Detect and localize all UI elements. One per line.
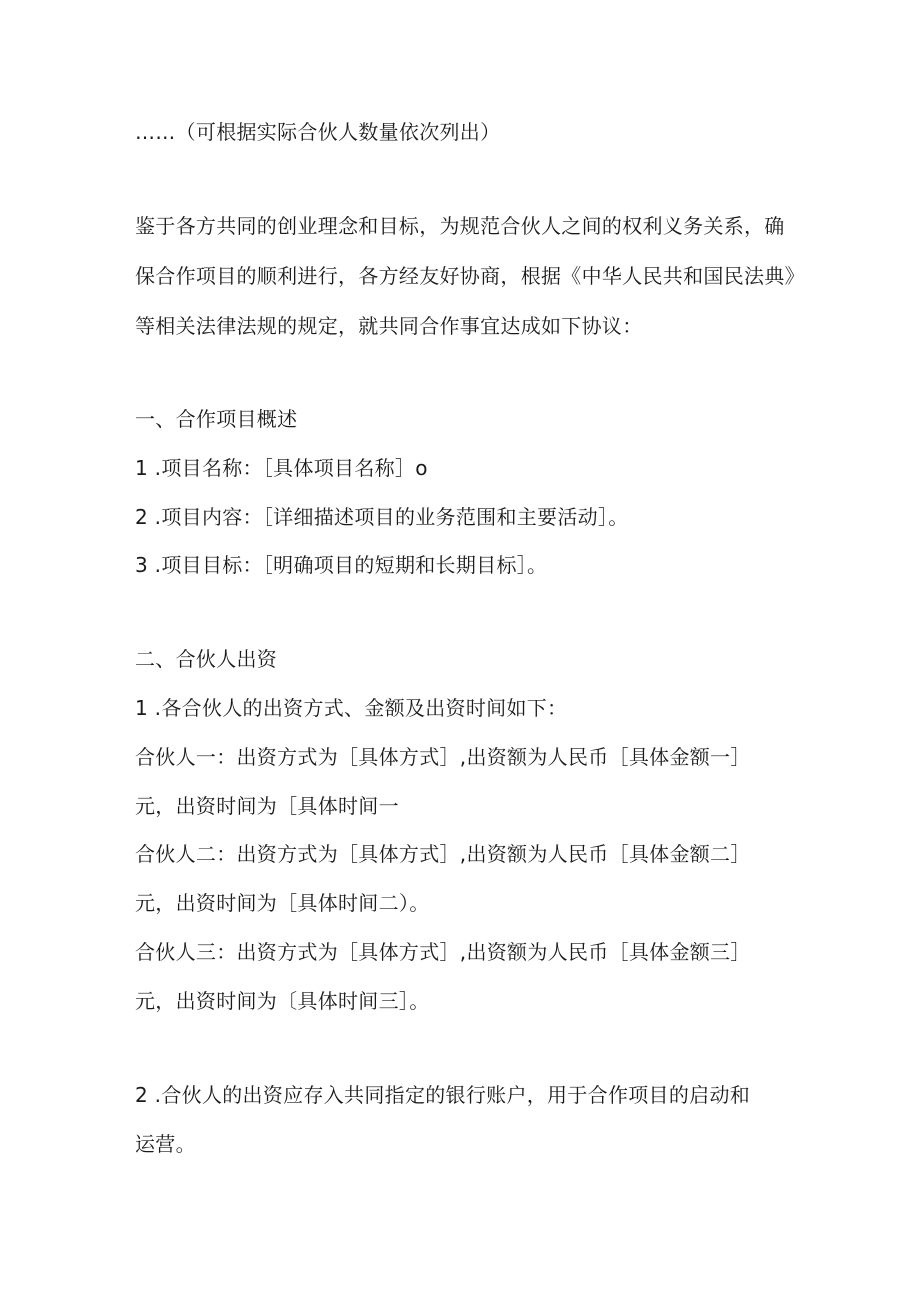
partner-3-contribution-line-2: 元，出资时间为〔具体时间三］。 xyxy=(135,989,430,1013)
partner-1-contribution-line-1: 合伙人一：出资方式为［具体方式］,出资额为人民币［具体金额一］ xyxy=(135,745,751,769)
partner-2-contribution-line-1: 合伙人二：出资方式为［具体方式］,出资额为人民币［具体金额二］ xyxy=(135,842,751,866)
project-name-item: 1 .项目名称：［具体项目名称］o xyxy=(135,456,428,480)
partner-3-contribution-line-1: 合伙人三：出资方式为［具体方式］,出资额为人民币［具体金额三］ xyxy=(135,940,751,964)
partner-2-contribution-line-2: 元，出资时间为［具体时间二）。 xyxy=(135,891,430,915)
section-1-heading: 一、合作项目概述 xyxy=(135,407,298,431)
project-goal-item: 3 .项目目标：［明确项目的短期和长期目标］。 xyxy=(135,553,548,577)
project-content-item: 2 .项目内容：［详细描述项目的业务范围和主要活动］。 xyxy=(135,505,629,529)
preamble-line-3: 等相关法律法规的规定，就共同合作事宜达成如下协议： xyxy=(135,314,643,338)
partner-1-contribution-line-2: 元，出资时间为［具体时间一 xyxy=(135,794,399,818)
bank-account-item-line-2: 运营。 xyxy=(135,1132,196,1156)
section-2-heading: 二、合伙人出资 xyxy=(135,647,278,671)
partner-list-note: ……（可根据实际合伙人数量依次列出） xyxy=(135,120,501,144)
bank-account-item-line-1: 2 .合伙人的出资应存入共同指定的银行账户，用于合作项目的启动和 xyxy=(135,1083,751,1107)
contribution-intro: 1 .各合伙人的出资方式、金额及出资时间如下： xyxy=(135,696,568,720)
preamble-line-2: 保合作项目的顺利进行，各方经友好协商，根据《中华人民共和国民法典》 xyxy=(135,264,805,288)
preamble-line-1: 鉴于各方共同的创业理念和目标，为规范合伙人之间的权利义务关系，确 xyxy=(135,214,785,238)
